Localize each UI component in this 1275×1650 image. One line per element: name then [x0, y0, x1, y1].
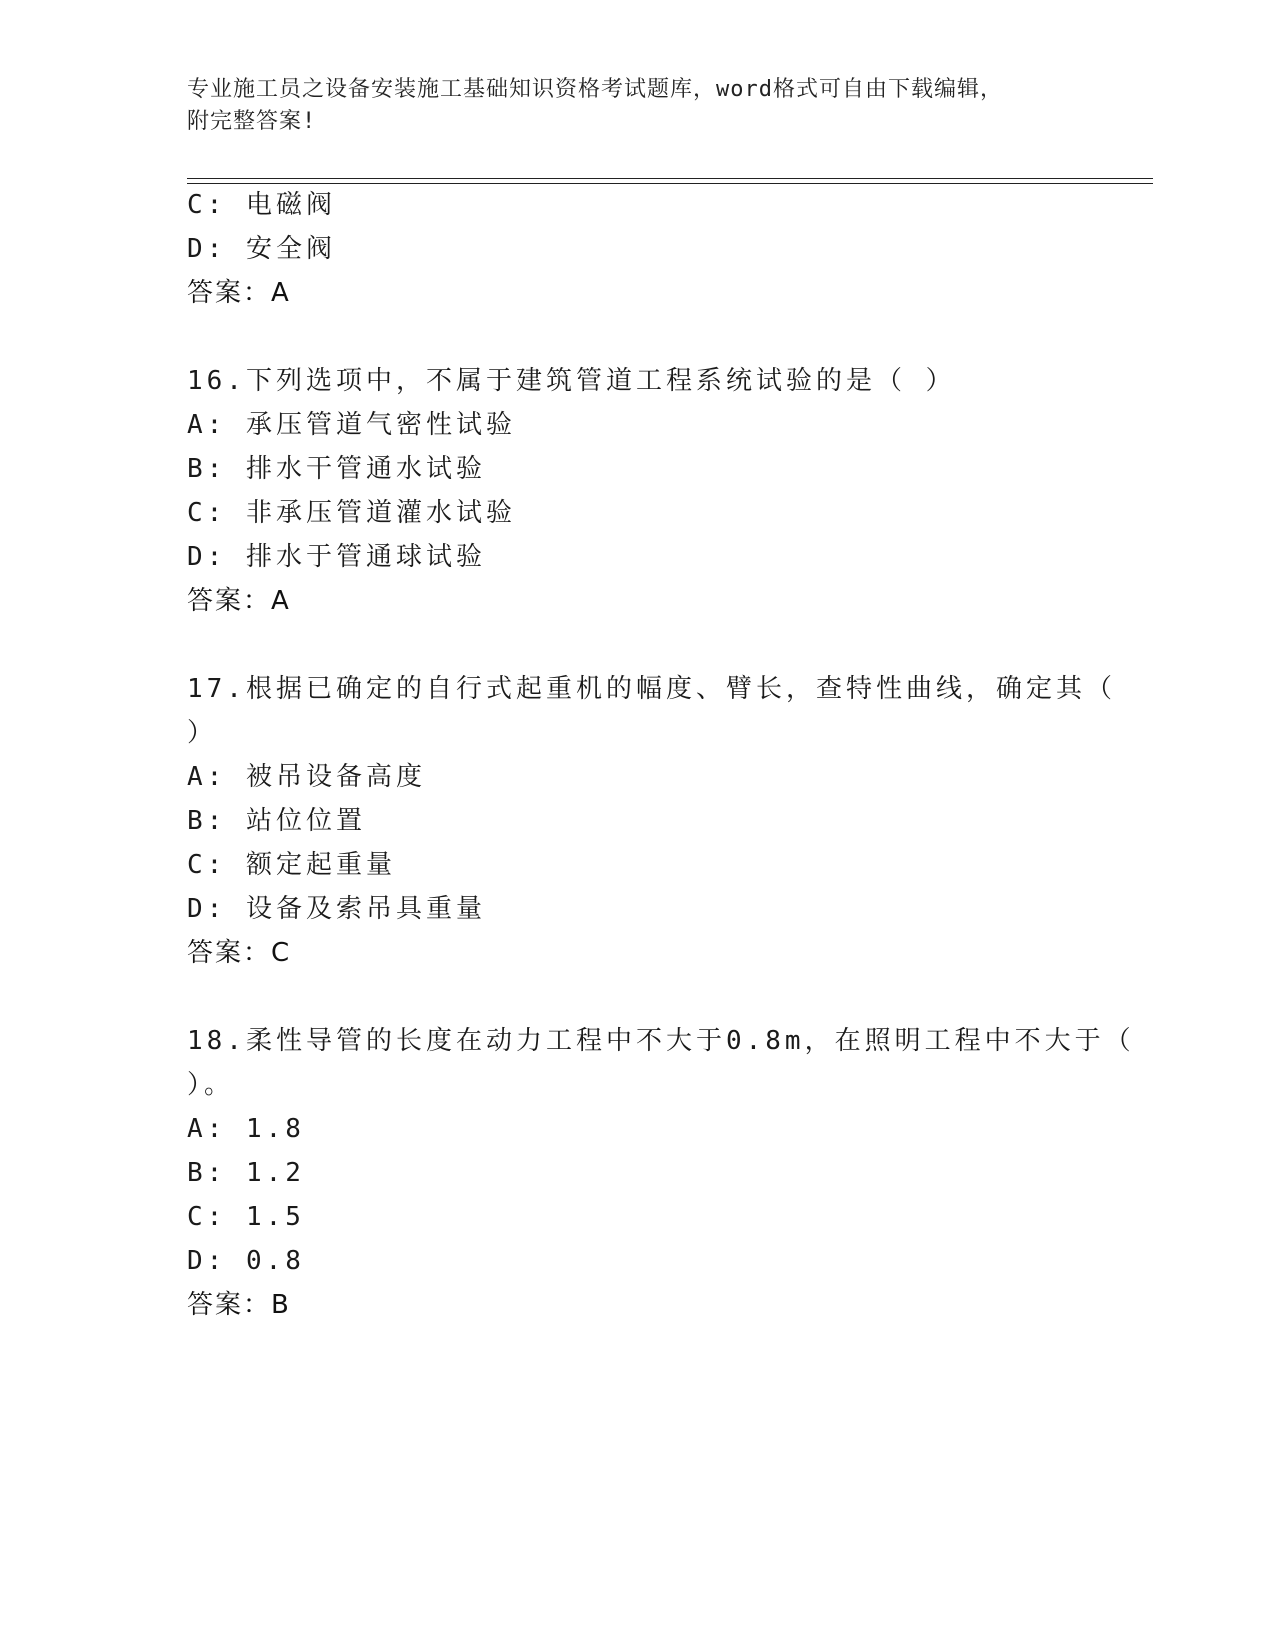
q18-question-line-2: ）。: [187, 1070, 235, 1100]
q17-option-a: A: 被吊设备高度: [187, 762, 426, 792]
q18-answer: 答案：B: [187, 1290, 291, 1320]
q16-option-c: C: 非承压管道灌水试验: [187, 498, 516, 528]
document-header: [187, 74, 1087, 138]
q18-option-c: C: 1.5: [187, 1202, 305, 1232]
q18-option-d: D: 0.8: [187, 1246, 305, 1276]
header-line-2: 附完整答案!: [187, 109, 317, 134]
q16-option-b: B: 排水干管通水试验: [187, 454, 486, 484]
q17-option-d: D: 设备及索吊具重量: [187, 894, 486, 924]
q18-option-a: A: 1.8: [187, 1114, 305, 1144]
q17-question-line-2: ）: [187, 718, 218, 748]
q17-answer: 答案：C: [187, 938, 292, 968]
q15-answer: 答案：A: [187, 278, 291, 308]
q16-option-a: A: 承压管道气密性试验: [187, 410, 516, 440]
q17-option-c: C: 额定起重量: [187, 850, 396, 880]
q18-option-b: B: 1.2: [187, 1158, 305, 1188]
q16-question: 16.下列选项中，不属于建筑管道工程系统试验的是（ ）: [187, 366, 956, 396]
q17-question-line-1: 17.根据已确定的自行式起重机的幅度、臂长，查特性曲线，确定其（: [187, 674, 1116, 704]
q16-answer: 答案：A: [187, 586, 291, 616]
header-divider: [187, 178, 1153, 184]
q16-option-d: D: 排水于管通球试验: [187, 542, 486, 572]
q18-question-line-1: 18.柔性导管的长度在动力工程中不大于0.8m，在照明工程中不大于（: [187, 1026, 1135, 1056]
q15-option-c: C: 电磁阀: [187, 190, 336, 220]
q15-option-d: D: 安全阀: [187, 234, 336, 264]
header-line-1: 专业施工员之设备安装施工基础知识资格考试题库，word格式可自由下载编辑，: [187, 77, 1003, 102]
q17-option-b: B: 站位位置: [187, 806, 366, 836]
